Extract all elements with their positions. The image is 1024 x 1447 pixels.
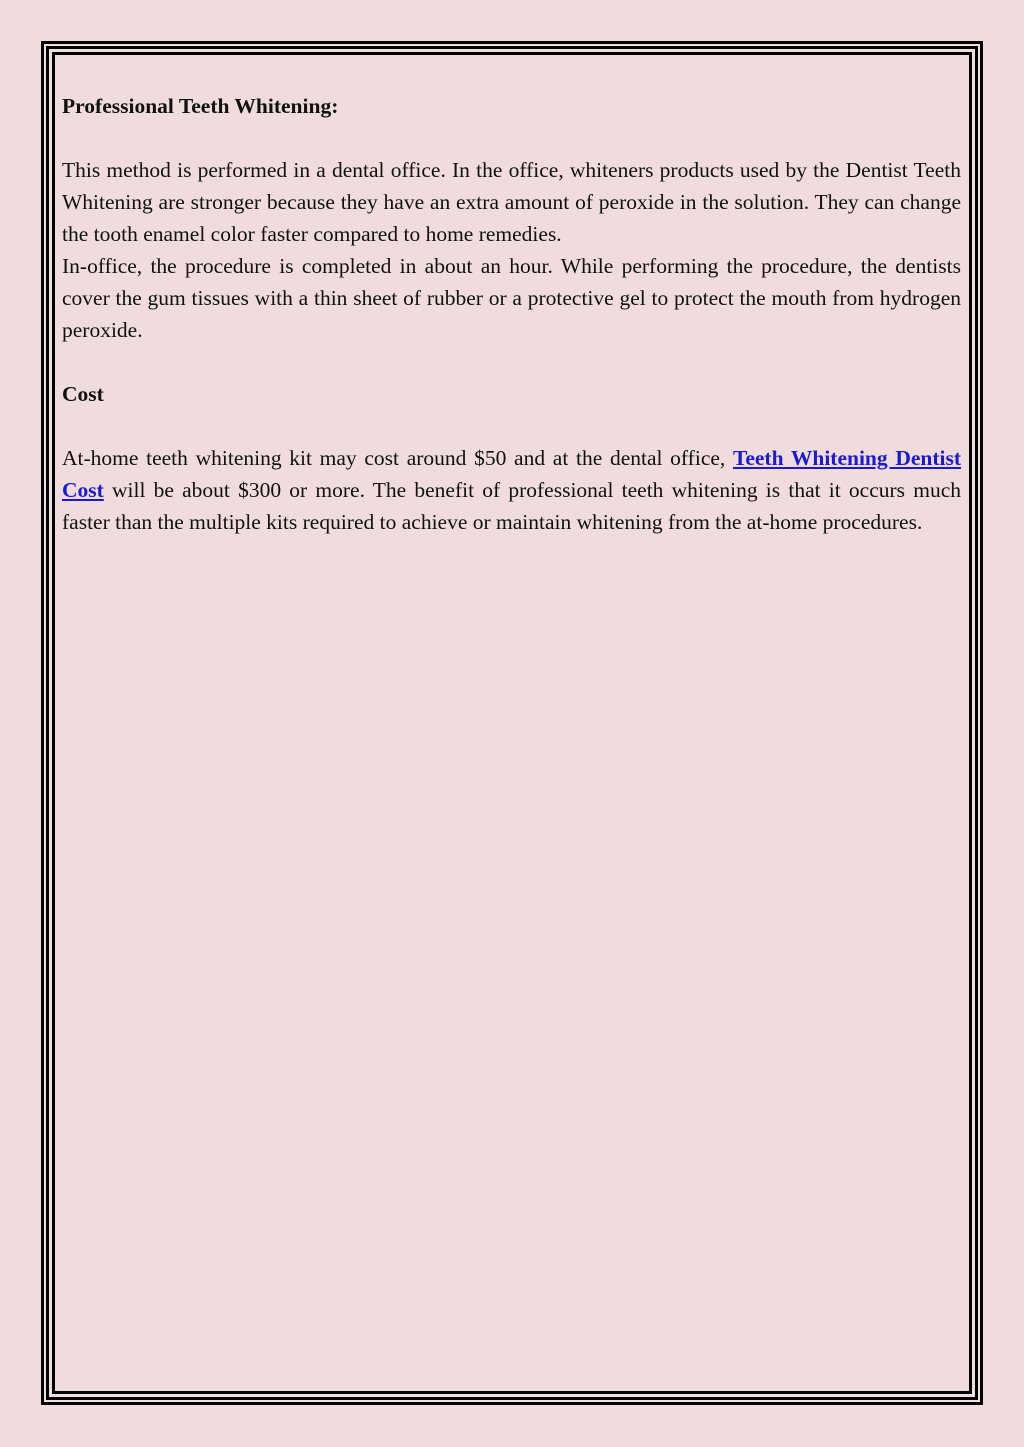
document-body	[62, 90, 961, 538]
professional-paragraph-2: In-office, the procedure is completed in about an hour. While performing the procedure, the dentists cover the gum tissues with a thin sheet of rubber or a protective gel to protect the mouth from hydrogen peroxide.	[62, 254, 961, 342]
cost-paragraph	[62, 442, 961, 538]
cost-text-before-link: At-home teeth whitening kit may cost around $50 and at the dental office,	[62, 446, 733, 470]
teeth-whitening-dentist-cost-link[interactable]: Teeth Whitening Dentist Cost	[62, 446, 962, 502]
spacer	[62, 122, 961, 154]
spacer	[62, 346, 961, 378]
cost-text-after-link: will be about $300 or more. The benefit of professional teeth whitening is that it occurs much faster than the multiple kits required to achieve or maintain whitening from the at-home procedures.	[62, 478, 961, 534]
professional-paragraph-1: This method is performed in a dental office. In the office, whiteners products used by the Dentist Teeth Whitening are stronger because they have an extra amount of peroxide in the solution. They can change the tooth enamel color faster compared to home remedies.	[62, 158, 961, 246]
cost-heading: Cost	[62, 382, 104, 406]
spacer	[62, 410, 961, 442]
professional-whitening-heading: Professional Teeth Whitening:	[62, 94, 339, 118]
